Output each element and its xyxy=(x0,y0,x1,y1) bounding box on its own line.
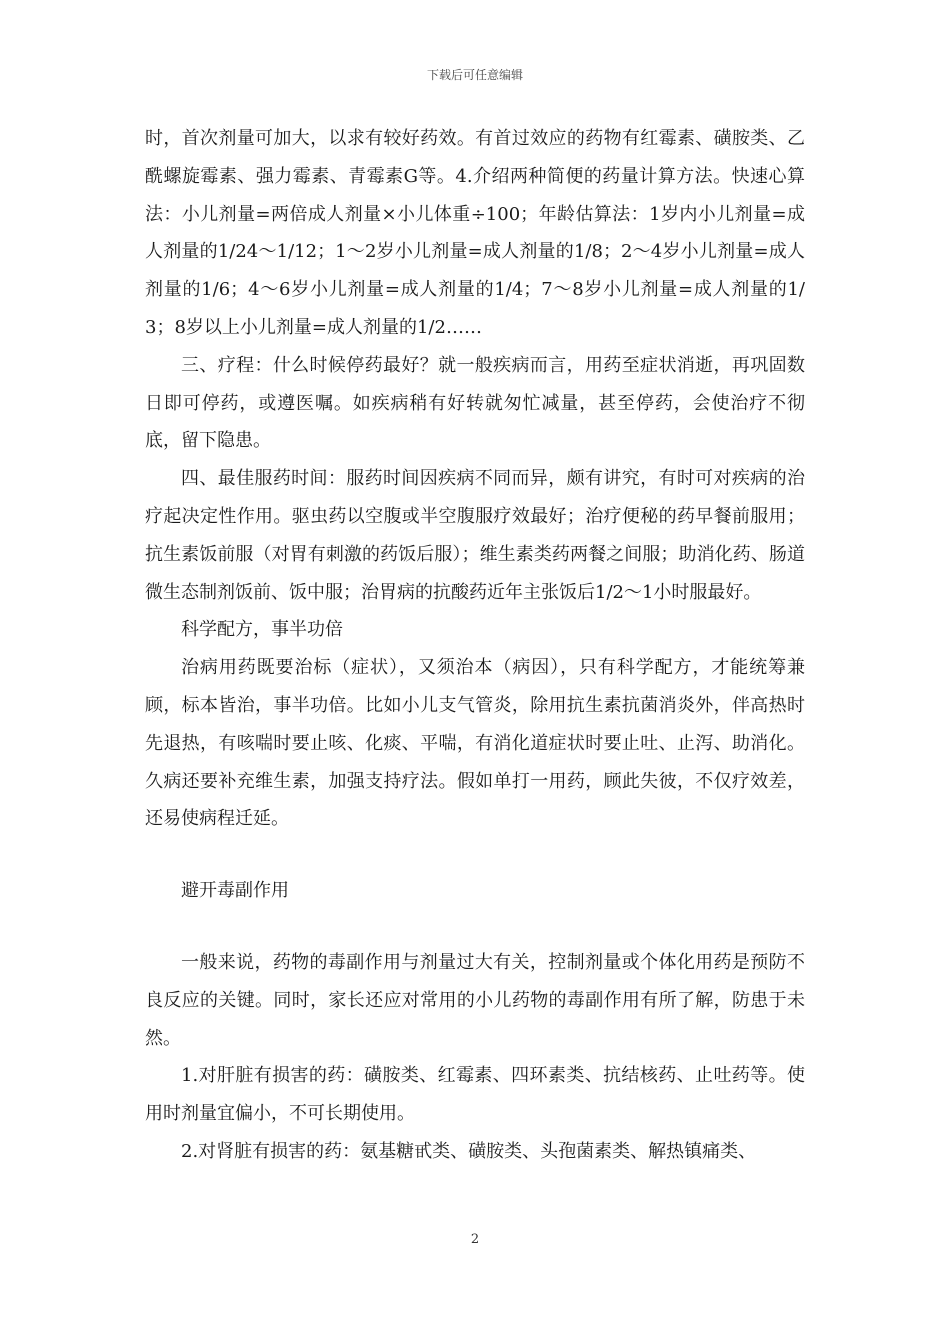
document-body xyxy=(145,120,805,1171)
paragraph-course-of-treatment: 三、疗程：什么时候停药最好？就一般疾病而言，用药至症状消逝，再巩固数日即可停药，或遵医嘱。如疾病稍有好转就匆忙减量，甚至停药，会使治疗不彻底，留下隐患。 xyxy=(145,354,805,452)
paragraph-side-effects-intro: 一般来说，药物的毒副作用与剂量过大有关，控制剂量或个体化用药是预防不良反应的关键。同时，家长还应对常用的小儿药物的毒副作用有所了解，防患于未然。 xyxy=(145,951,805,1049)
paragraph-scientific-formula: 治病用药既要治标（症状），又须治本（病因），只有科学配方，才能统筹兼顾，标本皆治，事半功倍。比如小儿支气管炎，除用抗生素抗菌消炎外，伴高热时先退热，有咳喘时要止咳、化痰、平喘，有消化道症状时要止吐、止泻、助消化。久病还要补充维生素，加强支持疗法。假如单打一用药，顾此失彼，不仅疗效差，还易使病程迁延。 xyxy=(145,657,805,830)
section-heading-side-effects: 避开毒副作用 xyxy=(181,880,289,902)
page-header: 下载后可任意编辑 xyxy=(426,68,523,82)
paragraph-liver-damage-drugs: 1.对肝脏有损害的药：磺胺类、红霉素、四环素类、抗结核药、止吐药等。使用时剂量宜偏小，不可长期使用。 xyxy=(145,1065,805,1125)
paragraph-kidney-damage-drugs: 2.对肾脏有损害的药：氨基糖甙类、磺胺类、头孢菌素类、解热镇痛类、 xyxy=(181,1140,757,1162)
section-heading-scientific-formula: 科学配方，事半功倍 xyxy=(181,619,343,641)
paragraph-best-dosing-time: 四、最佳服药时间：服药时间因疾病不同而异，颇有讲究，有时可对疾病的治疗起决定性作用。驱虫药以空腹或半空腹服疗效最好；治疗便秘的药早餐前服用；抗生素饭前服（对胃有刺激的药饭后服）；维生素类药两餐之间服；助消化药、肠道微生态制剂饭前、饭中服；治胃病的抗酸药近年主张饭后1/2～1小时服最好。 xyxy=(145,468,805,603)
paragraph-dosage-calculation: 时，首次剂量可加大，以求有较好药效。有首过效应的药物有红霉素、磺胺类、乙酰螺旋霉素、强力霉素、青霉素G等。4.介绍两种简便的药量计算方法。快速心算法：小儿剂量=两倍成人剂量×小儿体重÷100；年龄估算法：1岁内小儿剂量=成人剂量的1/24～1/12；1～2岁小儿剂量=成人剂量的1/8；2～4岁小儿剂量=成人剂量的1/6；4～6岁小儿剂量=成人剂量的1/4；7～8岁小儿剂量=成人剂量的1/3；8岁以上小儿剂量=成人剂量的1/2…… xyxy=(145,128,805,338)
page-number: 2 xyxy=(470,1232,480,1247)
